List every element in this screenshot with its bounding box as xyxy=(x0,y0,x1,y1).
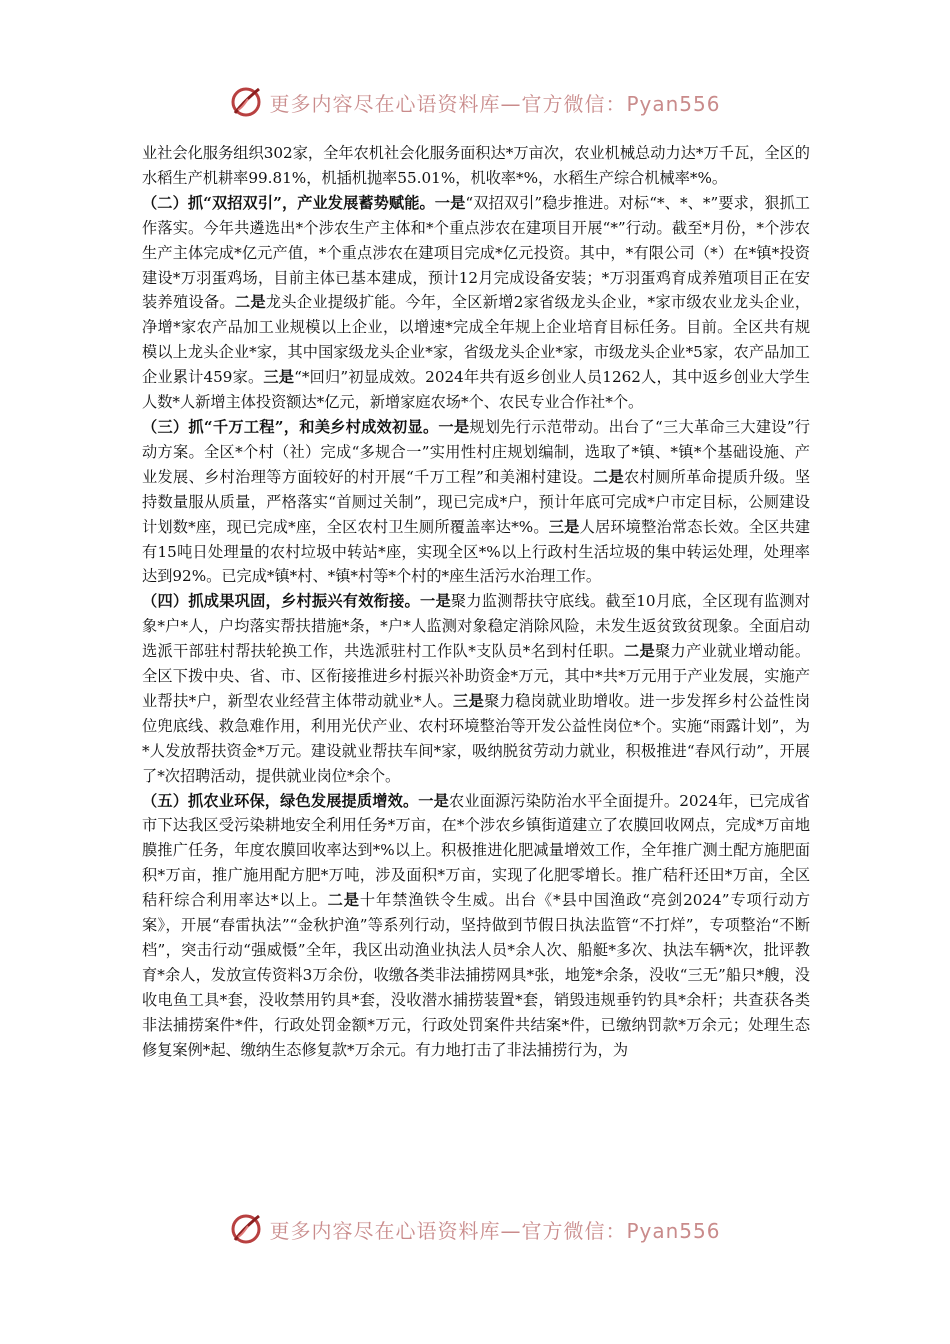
paragraph xyxy=(142,789,810,1063)
body-text: “*回归”初显成效。2024年共有返乡创业人员1262人，其中返乡创业大学生人数*人新增主体投资额达*亿元，新增家庭农场*个、农民专业合作社*个。 xyxy=(142,368,810,412)
body-text: 十年禁渔铁令生威。出台《*县中国渔政“亮剑2024”专项行动方案》，开展“春雷执法”“金秋护渔”等系列行动，坚持做到节假日执法监管“不打烊”，专项整治“不断档”，突击行动“强威慑”全年，我区出动渔业执法人员*余人次、船艇*多次、执法车辆*次，批评教育*余人，发放宣传资料3万余份，收缴各类非法捕捞网具*张，地笼*余条，没收“三无”船只*艘，没收电鱼工具*套，没收禁用钓具*套，没收潜水捕捞装置*套，销毁违规垂钓钓具*余杆；共查获各类非法捕捞案件*件，行政处罚金额*万元，行政处罚案件共结案*件，已缴纳罚款*万余元；处理生态修复案例*起、缴纳生态修复款*万余元。有力地打击了非法捕捞行为，为 xyxy=(142,891,811,1059)
bold-heading-text: 二是 xyxy=(327,891,360,910)
paragraph xyxy=(142,589,810,788)
body-text: 规划先行示范带动。出台了“三大革命三大建设”行动方案。全区*个村（社）完成“多规合一”实用性村庄规划编制，选取了*镇、*镇*个基础设施、产业发展、乡村治理等方面较好的村开展“千万工程”和美湘村建设。 xyxy=(142,417,810,486)
document-body xyxy=(142,141,810,1063)
body-text: 农村厕所革命提质升级。坚持数量服从质量，严格落实“首厕过关制”，现已完成*户，预计年底可完成*户市定目标，公厕建设计划数*座，现已完成*座，全区农村卫生厕所覆盖率达*%。 xyxy=(142,467,811,536)
body-text: 农业面源污染防治水平全面提升。2024年，已完成省市下达我区受污染耕地安全利用任务*万亩，在*个涉农乡镇街道建立了农膜回收网点，完成*万亩地膜推广任务，年度农膜回收率达到*%以上。积极推进化肥减量增效工作，全年推广测土配方施肥面积*万亩，推广施用配方肥*万吨，涉及面积*万亩，实现了化肥零增长。推广秸秆还田*万亩，全区秸秆综合利用率达*以上。 xyxy=(142,791,810,910)
body-text: 龙头企业提级扩能。今年，全区新增2家省级龙头企业，*家市级农业龙头企业，净增*家农产品加工业规模以上企业，以增速*完成全年规上企业培育目标任务。目前。全区共有规模以上龙头企业*家，其中国家级龙头企业*家，省级龙头企业*家，市级龙头企业*5家，农产品加工企业累计459家。 xyxy=(142,293,811,387)
watermark-banner-bottom xyxy=(0,1207,950,1251)
body-text: 聚力监测帮扶守底线。截至10月底，全区现有监测对象*户*人，户均落实帮扶措施*条，*户*人监测对象稳定消除风险，未发生返贫致贫现象。全面启动选派干部驻村帮扶轮换工作，共选派驻村工作队*支队员*名到村任职。 xyxy=(142,592,811,661)
brush-logo-icon xyxy=(229,1212,263,1246)
bold-heading-text: 二是 xyxy=(234,293,266,312)
bold-heading-text: （三）抓“千万工程”，和美乡村成效初显。一是 xyxy=(142,417,470,436)
watermark-text: 更多内容尽在心语资料库—官方微信：Pyan556 xyxy=(269,1218,721,1243)
body-text: 业社会化服务组织302家，全年农机社会化服务面积达*万亩次，农业机械总动力达*万千瓦，全区的水稻生产机耕率99.81%，机插机抛率55.01%，机收率*%，水稻生产综合机械率*%。 xyxy=(142,144,810,187)
bold-heading-text: （四）抓成果巩固，乡村振兴有效衔接。一是 xyxy=(142,592,451,611)
bold-heading-text: 二是 xyxy=(592,467,625,486)
paragraph xyxy=(142,141,810,191)
bold-heading-text: 二是 xyxy=(623,642,656,661)
watermark-text: 更多内容尽在心语资料库—官方微信：Pyan556 xyxy=(269,91,721,116)
body-text: “双招双引”稳步推进。对标“*、*、*”要求，狠抓工作落实。今年共遴选出*个涉农生产主体和*个重点涉农在建项目开展“*”行动。截至*月份，*个涉农生产主体完成*亿元产值，*个重点涉农在建项目完成*亿元投资。其中，*有限公司（*）在*镇*投资建设*万羽蛋鸡场，目前主体已基本建成，预计12月完成设备安装；*万羽蛋鸡育成养殖项目正在安装养殖设备。 xyxy=(142,193,810,312)
body-text: 聚力稳岗就业助增收。进一步发挥乡村公益性岗位兜底线、救急难作用，利用光伏产业、农村环境整治等开发公益性岗位*个。实施“雨露计划”，为*人发放帮扶资金*万元。建设就业帮扶车间*家，吸纳脱贫劳动力就业，积极推进“春风行动”，开展了*次招聘活动，提供就业岗位*余个。 xyxy=(142,691,811,785)
paragraph xyxy=(142,191,810,415)
body-text: 聚力产业就业增动能。全区下拨中央、省、市、区衔接推进乡村振兴补助资金*万元，其中*共*万元用于产业发展，实施产业帮扶*户，新型农业经营主体带动就业*人。 xyxy=(142,642,811,710)
bold-heading-text: 三是 xyxy=(453,691,485,710)
bold-heading-text: （二）抓“双招双引”，产业发展蓄势赋能。一是 xyxy=(142,193,466,212)
paragraph xyxy=(142,415,810,589)
bold-heading-text: 三是 xyxy=(548,517,580,536)
bold-heading-text: （五）抓农业环保，绿色发展提质增效。一是 xyxy=(142,791,449,810)
bold-heading-text: 三是 xyxy=(263,368,295,387)
body-text: 人居环境整治常态长效。全区共建有15吨日处理量的农村垃圾中转站*座，实现全区*%以上行政村生活垃圾的集中转运处理，处理率达到92%。已完成*镇*村、*镇*村等*个村的*座生活污水治理工作。 xyxy=(142,517,811,586)
watermark-banner-top xyxy=(0,80,950,124)
brush-logo-icon xyxy=(229,85,263,119)
